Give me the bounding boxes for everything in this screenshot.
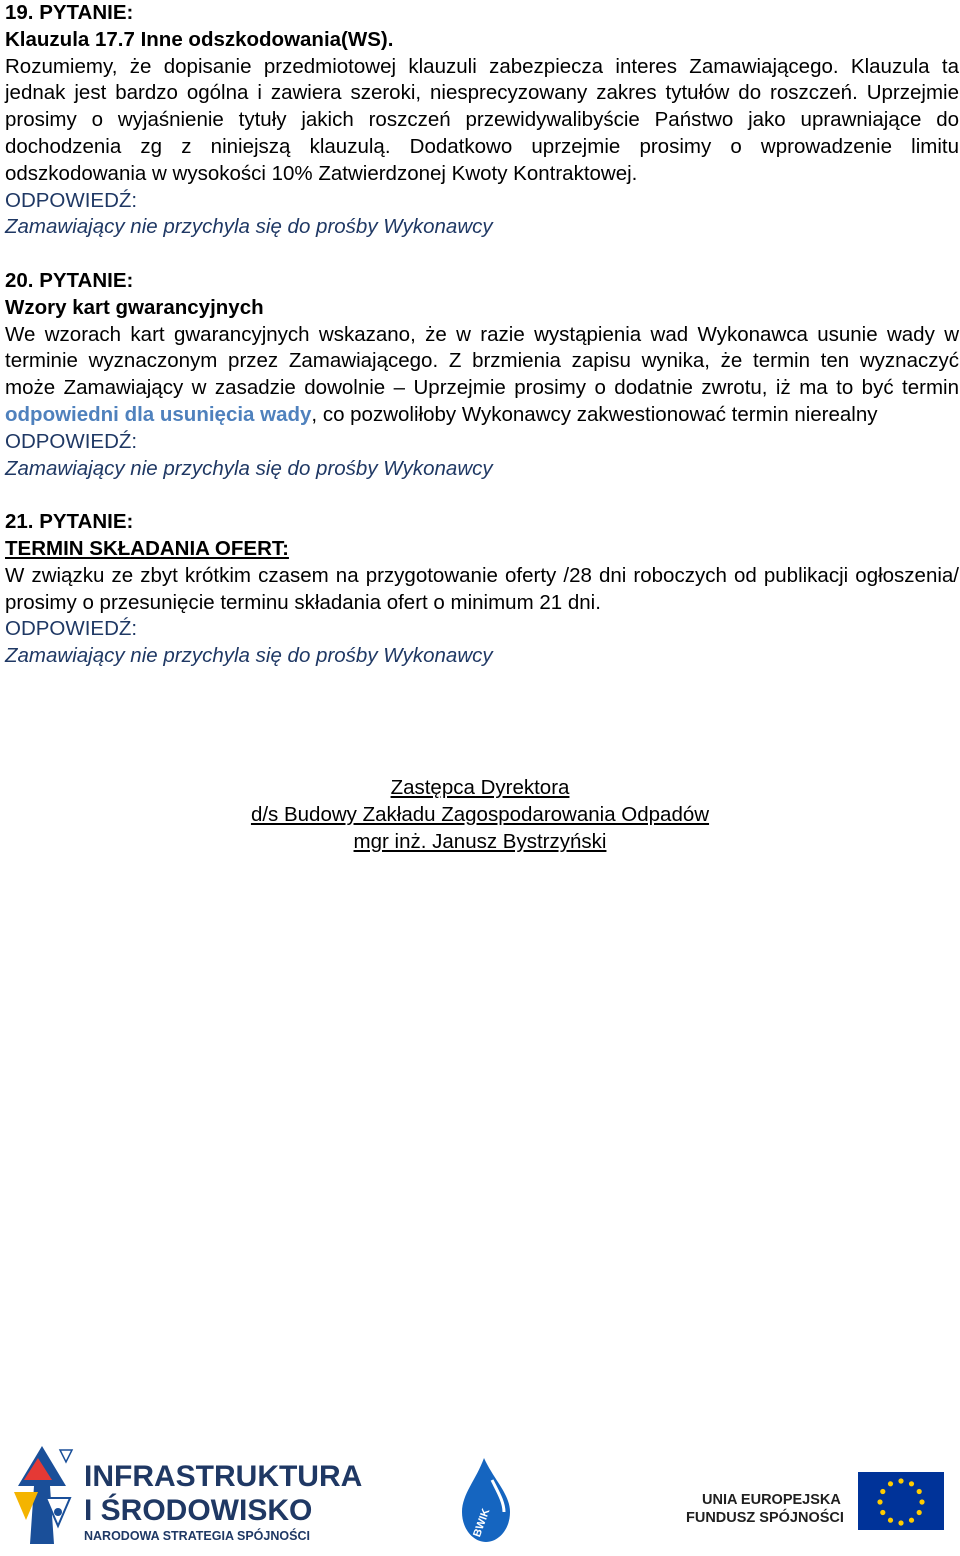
question-19-heading: 19. PYTANIE: [5,1,134,24]
eu-logo-line1: UNIA EUROPEJSKA [702,1492,841,1508]
question-20-highlight: odpowiedni dla usunięcia wady [5,402,312,426]
question-21-title: TERMIN SKŁADANIA OFERT: [5,536,289,560]
question-19-answer: Zamawiający nie przychyla się do prośby Wykonawcy [5,215,493,239]
signature-title: Zastępca Dyrektora [390,776,570,799]
question-20-body-text: We wzorach kart gwarancyjnych wskazano, że w razie wystąpienia wad Wykonawca usunie wady w terminie wyznaczonym przez Zamawiającego. Z brzmienia zapisu wynika, że termin ten wyznaczyć może Zamawiający w zasadzie dowolnie – Uprzejmie prosimy o dodatnie zwrotu, iż ma to być termin [5,322,959,400]
eu-flag-icon [858,1472,944,1530]
question-21-answer-label: ODPOWIEDŹ: [5,617,138,641]
infrastruktura-logo-icon [14,1446,72,1544]
question-20-answer-label: ODPOWIEDŹ: [5,429,138,453]
question-20-heading: 20. PYTANIE: [5,268,134,292]
question-20-body-end: , co pozwoliłoby Wykonawcy zakwestionować termin nierealny [311,402,878,426]
infrastruktura-logo-line3: NARODOWA STRATEGIA SPÓJNOŚCI [84,1529,310,1543]
question-20-title: Wzory kart gwarancyjnych [5,295,264,319]
question-21-heading: 21. PYTANIE: [5,510,134,534]
question-19-answer-label: ODPOWIEDŹ: [5,188,138,212]
document-body [5,0,959,670]
eu-logo-line2: FUNDUSZ SPÓJNOŚCI [686,1510,844,1526]
water-drop-icon [462,1458,510,1542]
signature-name: mgr inż. Janusz Bystrzyński [353,830,607,853]
question-20-answer: Zamawiający nie przychyla się do prośby Wykonawcy [5,456,493,480]
infrastruktura-logo-line1: INFRASTRUKTURA [84,1460,363,1493]
footer-logos [0,1440,960,1551]
signature-block [0,774,960,855]
footer-logos-svg [0,1440,960,1551]
question-19-body: Rozumiemy, że dopisanie przedmiotowej klauzuli zabezpiecza interes Zamawiającego. Klauzula ta jednak jest bardzo ogólna i zawiera szeroki, niesprecyzowany zakres tytułów do roszczeń. Uprzejmie prosimy o wyjaśnienie tytuły jakich roszczeń przewidywalibyście Państwo jako uprawniające do dochodzenia zg z niniejszą klauzulą. Dodatkowo uprzejmie prosimy o wprowadzenie limitu odszkodowania w wysokości 10% Zatwierdzonej Kwoty Kontraktowej. [5,54,959,185]
question-21-body: W związku ze zbyt krótkim czasem na przygotowanie oferty /28 dni roboczych od publikacji ogłoszenia/ prosimy o przesunięcie terminu składania ofert o minimum 21 dni. [5,563,959,614]
infrastruktura-logo-line2: I ŚRODOWISKO [84,1494,313,1527]
question-21-answer: Zamawiający nie przychyla się do prośby Wykonawcy [5,644,493,668]
signature-department: d/s Budowy Zakładu Zagospodarowania Odpadów [250,803,710,826]
question-19-title: Klauzula 17.7 Inne odszkodowania(WS). [5,27,394,51]
question-20-body [5,322,959,429]
bwik-logo-text: BWIK [471,1507,493,1539]
